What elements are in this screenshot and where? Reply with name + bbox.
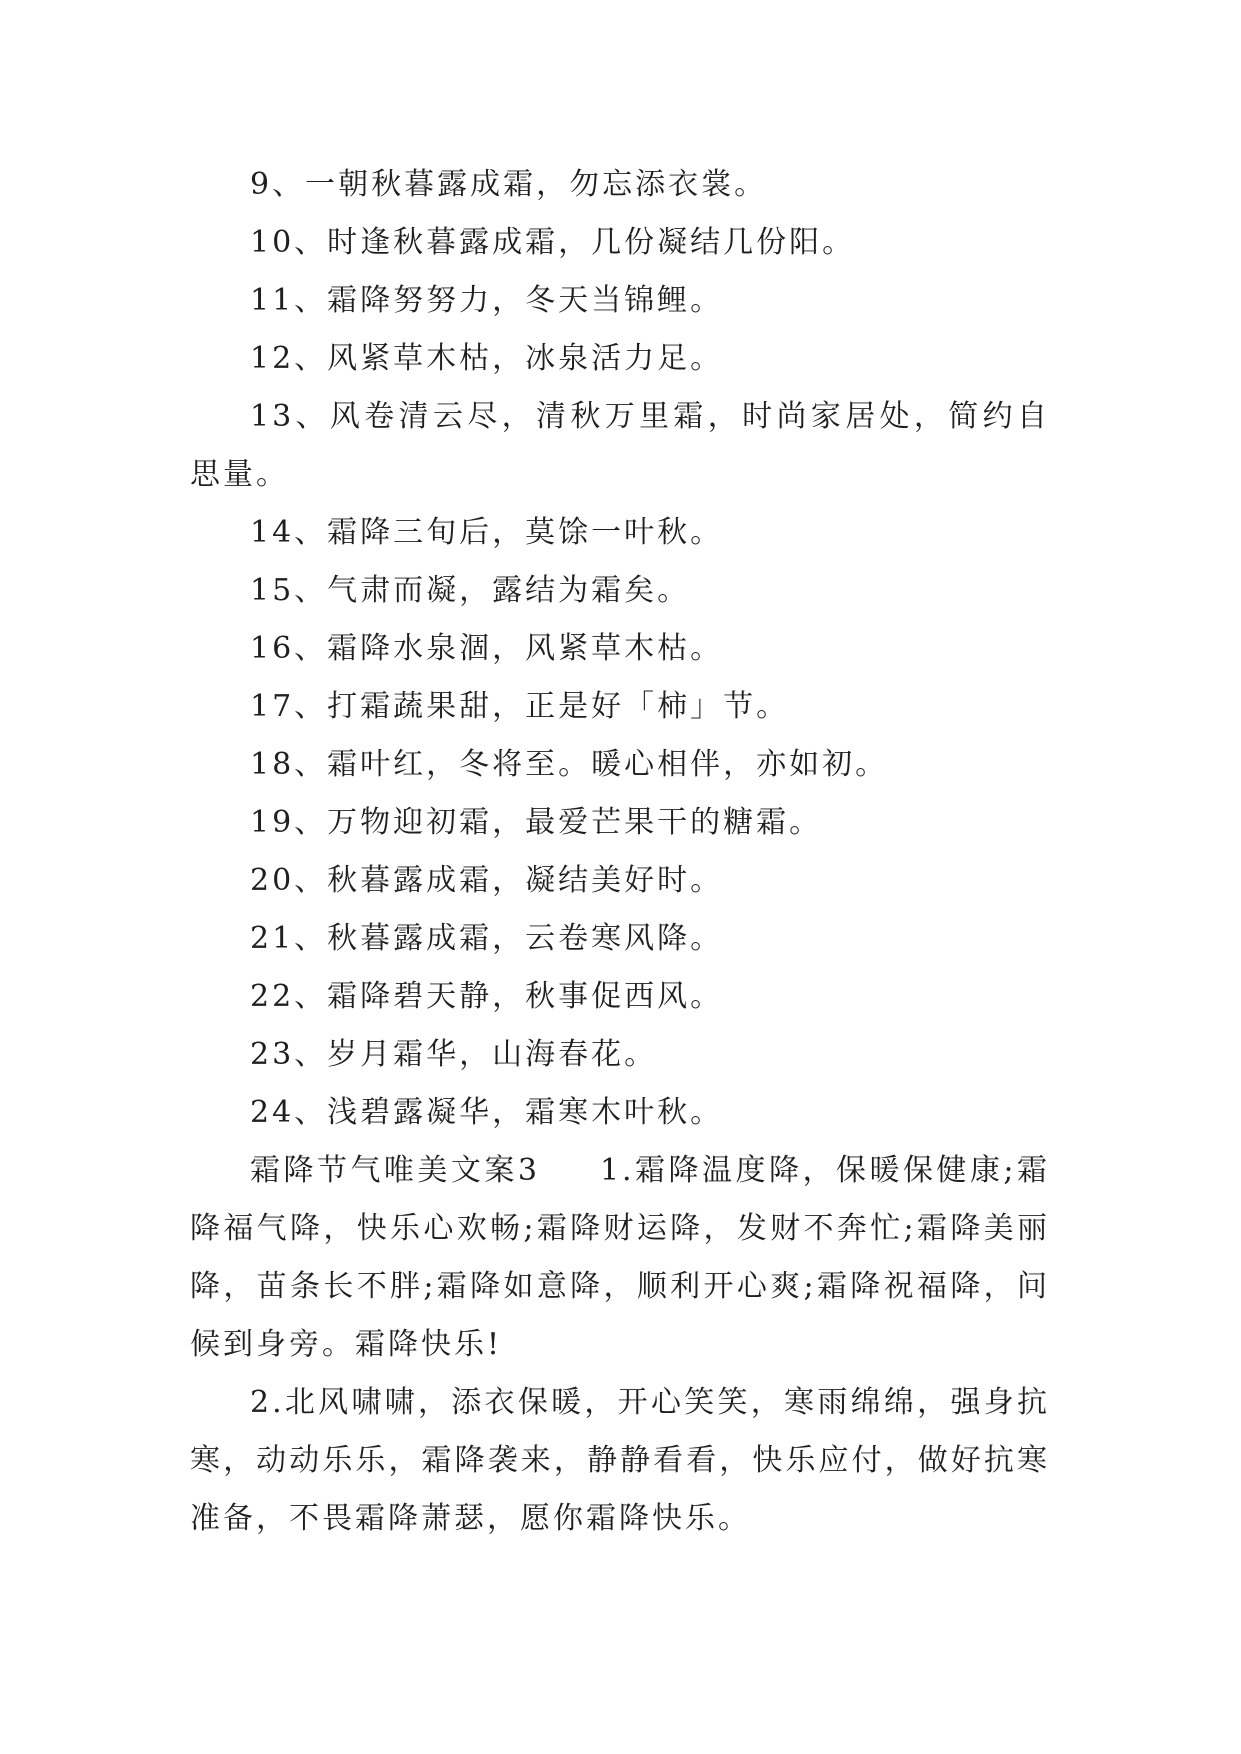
list-item-15: 15、气肃而凝，露结为霜矣。 <box>250 573 691 608</box>
list-item-11: 11、霜降努努力，冬天当锦鲤。 <box>250 283 724 318</box>
section-paragraph-1 <box>190 1142 1050 1374</box>
section-heading: 霜降节气唯美文案3 <box>250 1153 540 1188</box>
list-item-18: 18、霜叶红，冬将至。暖心相伴，亦如初。 <box>250 747 889 782</box>
list-item-20: 20、秋暮露成霜，凝结美好时。 <box>250 863 724 898</box>
list-item-22: 22、霜降碧天静，秋事促西风。 <box>250 979 724 1014</box>
list-item-12: 12、风紧草木枯，冰泉活力足。 <box>250 341 724 376</box>
document-body <box>190 156 1050 1548</box>
list-item-17: 17、打霜蔬果甜，正是好「柿」节。 <box>250 689 790 724</box>
list-item-13: 13、风卷清云尽，清秋万里霜，时尚家居处，简约自思量。 <box>190 399 1050 492</box>
list-item-23: 23、岁月霜华，山海春花。 <box>250 1037 658 1072</box>
list-item-9: 9、一朝秋暮露成霜，勿忘添衣裳。 <box>250 167 768 202</box>
list-item-21: 21、秋暮露成霜，云卷寒风降。 <box>250 921 724 956</box>
paragraph-1-text: 1.霜降温度降，保暖保健康;霜降福气降，快乐心欢畅;霜降财运降，发财不奔忙;霜降美丽降，苗条长不胖;霜降如意降，顺利开心爽;霜降祝福降，问候到身旁。霜降快乐! <box>190 1153 1050 1362</box>
list-item-10: 10、时逢秋暮露成霜，几份凝结几份阳。 <box>250 225 856 260</box>
list-item-19: 19、万物迎初霜，最爱芒果干的糖霜。 <box>250 805 823 840</box>
section-paragraph-2: 2.北风啸啸，添衣保暖，开心笑笑，寒雨绵绵，强身抗寒，动动乐乐，霜降袭来，静静看看，快乐应付，做好抗寒准备，不畏霜降萧瑟，愿你霜降快乐。 <box>190 1385 1050 1536</box>
list-item-24: 24、浅碧露凝华，霜寒木叶秋。 <box>250 1095 724 1130</box>
list-item-14: 14、霜降三旬后，莫馀一叶秋。 <box>250 515 724 550</box>
list-item-16: 16、霜降水泉涸，风紧草木枯。 <box>250 631 724 666</box>
